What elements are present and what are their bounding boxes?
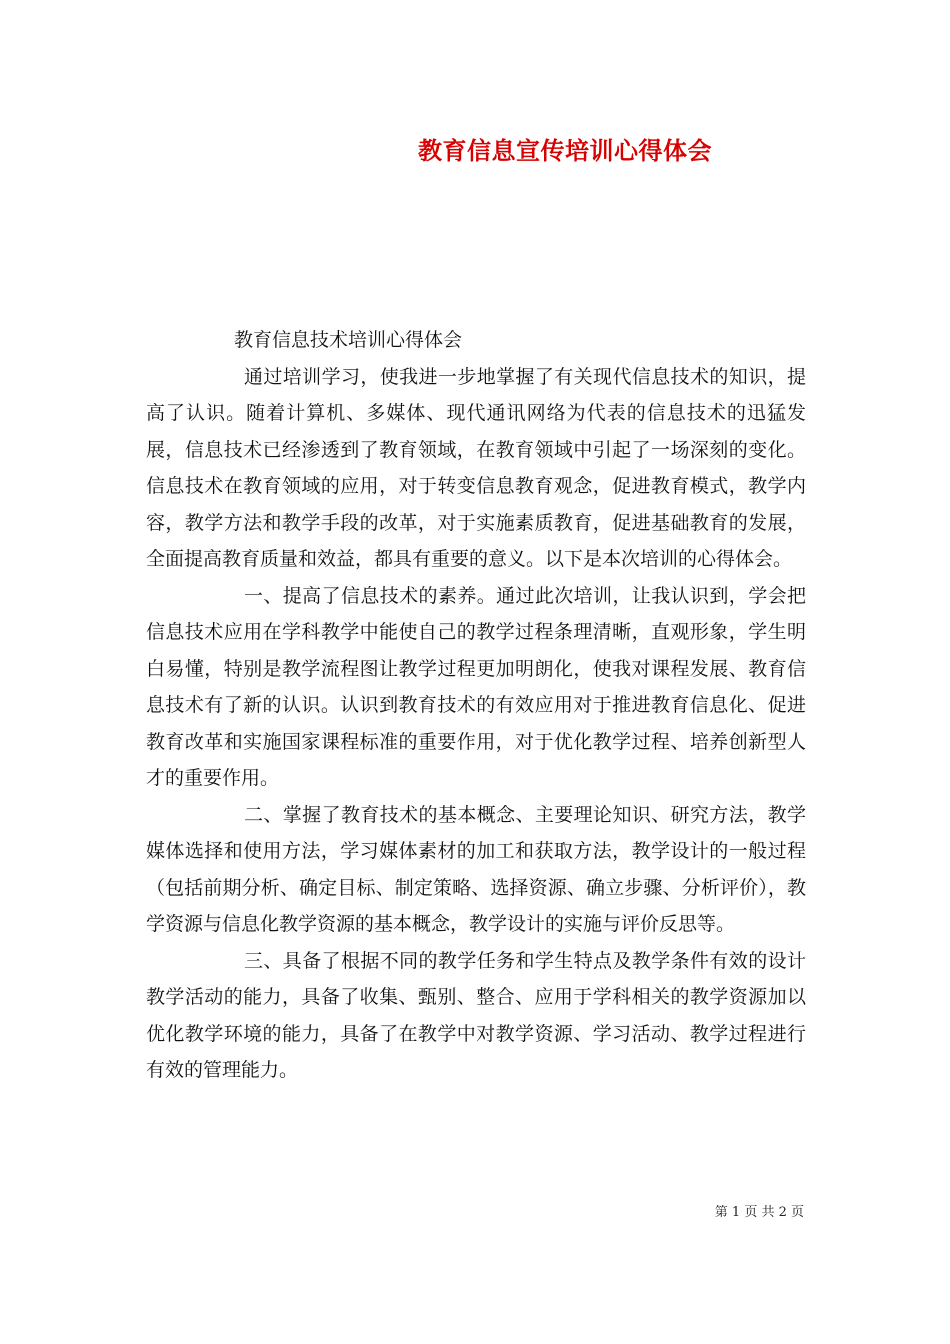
paragraph-point-two: 二、掌握了教育技术的基本概念、主要理论知识、研究方法，教学媒体选择和使用方法，学习媒体素材的加工和获取方法，教学设计的一般过程（包括前期分析、确定目标、制定策略、选择资源、确立步骤、分析评价），教学资源与信息化教学资源的基本概念，教学设计的实施与评价反思等。 (146, 803, 806, 935)
paragraph-point-three: 三、具备了根据不同的教学任务和学生特点及教学条件有效的设计教学活动的能力，具备了收集、甄别、整合、应用于学科相关的教学资源加以优化教学环境的能力，具备了在教学中对教学资源、学习活动、教学过程进行有效的管理能力。 (146, 949, 806, 1081)
document-body (146, 322, 806, 1089)
document-title: 教育信息宣传培训心得体会 (418, 136, 712, 165)
paragraph-intro: 通过培训学习，使我进一步地掌握了有关现代信息技术的知识，提高了认识。随着计算机、多媒体、现代通讯网络为代表的信息技术的迅猛发展，信息技术已经渗透到了教育领域，在教育领域中引起了一场深刻的变化。信息技术在教育领域的应用，对于转变信息教育观念，促进教育模式，教学内容，教学方法和教学手段的改革，对于实施素质教育，促进基础教育的发展，全面提高教育质量和效益，都具有重要的意义。以下是本次培训的心得体会。 (146, 365, 806, 570)
document-subtitle: 教育信息技术培训心得体会 (234, 329, 463, 351)
paragraph-point-one: 一、提高了信息技术的素养。通过此次培训，让我认识到，学会把信息技术应用在学科教学中能使自己的教学过程条理清晰，直观形象，学生明白易懂，特别是教学流程图让教学过程更加明朗化，使我对课程发展、教育信息技术有了新的认识。认识到教育技术的有效应用对于推进教育信息化、促进教育改革和实施国家课程标准的重要作用，对于优化教学过程、培养创新型人才的重要作用。 (146, 584, 806, 789)
page-number: 第 1 页 共 2 页 (714, 1205, 804, 1220)
